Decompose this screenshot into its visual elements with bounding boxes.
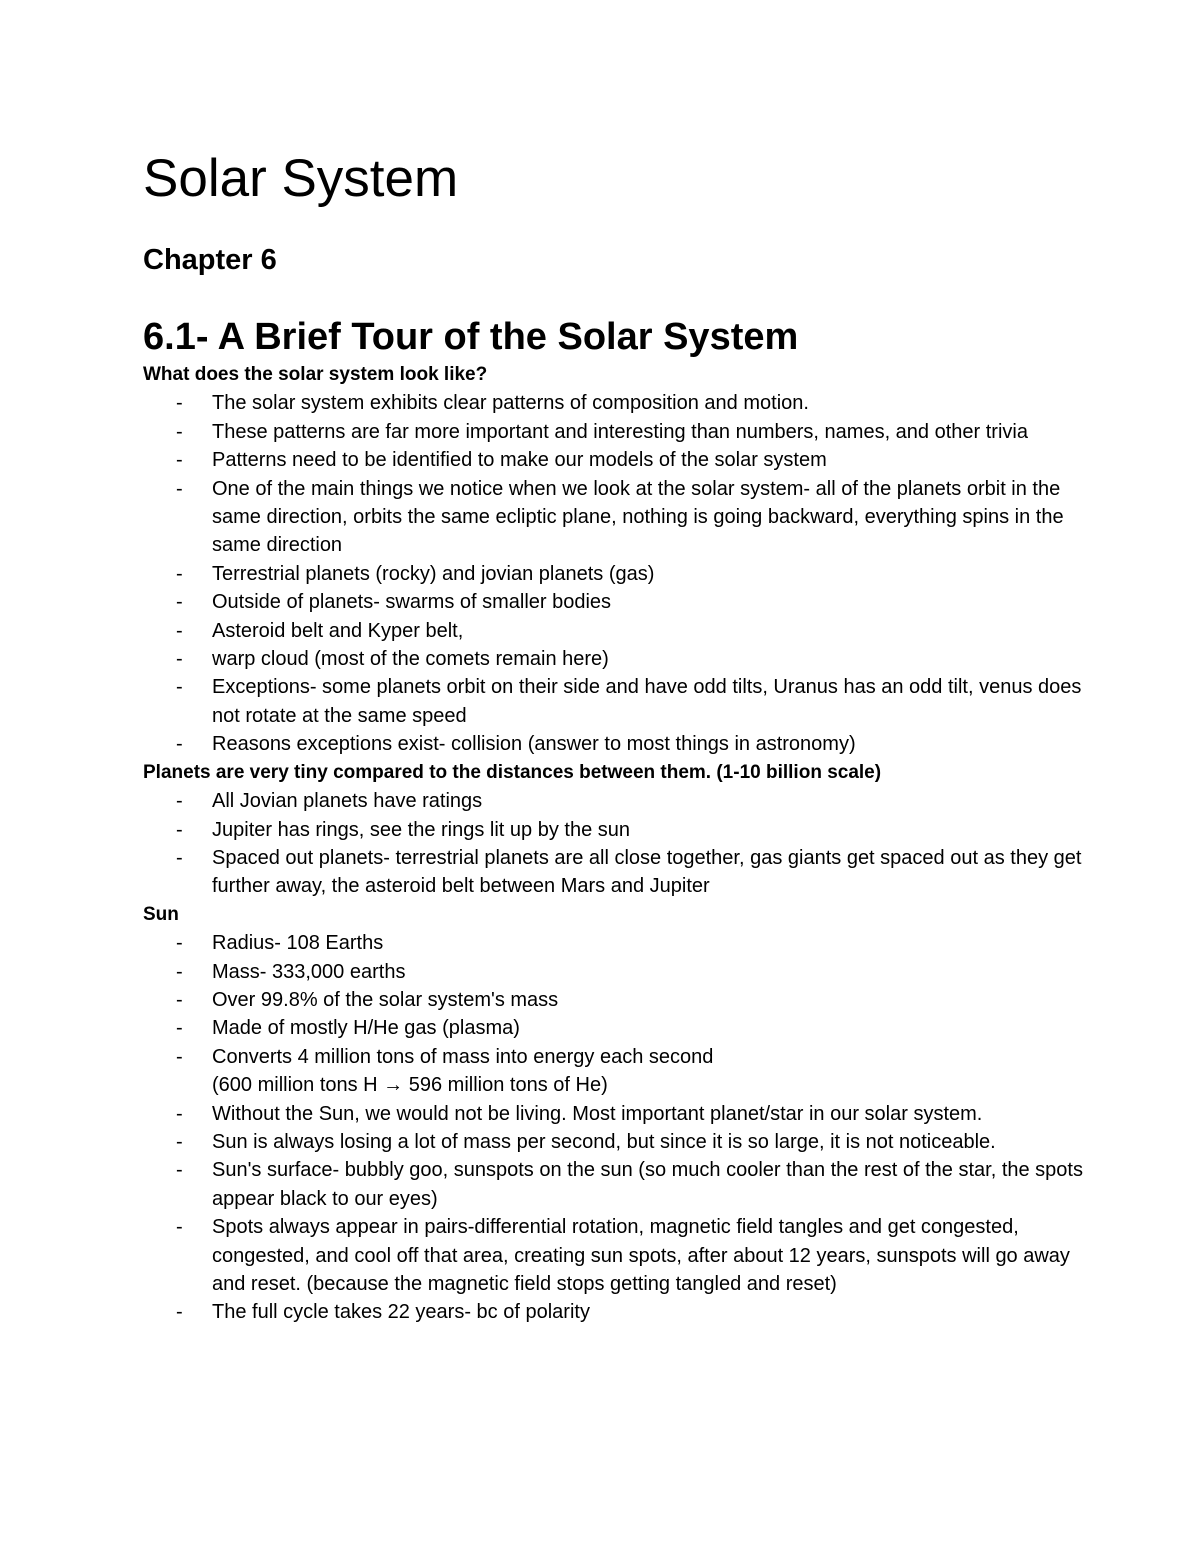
dash-marker: - bbox=[176, 591, 183, 614]
list-item bbox=[143, 1156, 1100, 1213]
list-item-text: Patterns need to be identified to make our models of the solar system bbox=[212, 449, 827, 472]
list-item bbox=[143, 588, 1100, 616]
list-item bbox=[143, 1014, 1100, 1042]
dash-marker: - bbox=[176, 1159, 183, 1182]
document-title: Solar System bbox=[143, 149, 459, 208]
list-item-text: Outside of planets- swarms of smaller bodies bbox=[212, 591, 612, 614]
dash-marker: - bbox=[176, 1017, 183, 1040]
dash-marker: - bbox=[176, 676, 183, 699]
list-item-text: Without the Sun, we would not be living. Most important planet/star in our solar system. bbox=[212, 1102, 983, 1125]
list-item bbox=[143, 418, 1100, 446]
dash-marker: - bbox=[176, 818, 183, 841]
list-item-text: Radius- 108 Earths bbox=[212, 932, 384, 955]
list-item bbox=[143, 1298, 1100, 1326]
dash-marker: - bbox=[176, 1301, 183, 1324]
list-item-text: Jupiter has rings, see the rings lit up by the sun bbox=[212, 818, 631, 841]
list-item-text: All Jovian planets have ratings bbox=[212, 790, 483, 813]
list-item-text: warp cloud (most of the comets remain here) bbox=[212, 648, 609, 671]
section-heading: 6.1- A Brief Tour of the Solar System bbox=[143, 316, 799, 358]
list-item-text: Over 99.8% of the solar system's mass bbox=[212, 988, 559, 1011]
list-item bbox=[143, 389, 1100, 417]
list-item-text: Spaced out planets- terrestrial planets are all close together, gas giants get spaced out as they get further away, the asteroid belt between Mars and Jupiter bbox=[212, 846, 1082, 898]
list-item bbox=[143, 1213, 1100, 1298]
list-item bbox=[143, 929, 1100, 957]
dash-marker: - bbox=[176, 988, 183, 1011]
dash-marker: - bbox=[176, 392, 183, 415]
group-heading: Sun bbox=[143, 903, 179, 925]
dash-marker: - bbox=[176, 1102, 183, 1125]
list-item bbox=[143, 617, 1100, 645]
list-item-text: Sun's surface- bubbly goo, sunspots on the sun (so much cooler than the rest of the star, the spots appear black to our eyes) bbox=[212, 1159, 1083, 1210]
bullet-list bbox=[143, 929, 1100, 1327]
dash-marker: - bbox=[176, 1216, 183, 1239]
dash-marker: - bbox=[176, 846, 183, 869]
dash-marker: - bbox=[176, 790, 183, 813]
list-item bbox=[143, 673, 1100, 730]
list-item-text: Asteroid belt and Kyper belt, bbox=[212, 619, 464, 642]
bullet-list bbox=[143, 389, 1100, 758]
list-item-continuation: (600 million tons H → 596 million tons of He) bbox=[212, 1074, 608, 1097]
dash-marker: - bbox=[176, 960, 183, 983]
list-item-text: These patterns are far more important and interesting than numbers, names, and other trivia bbox=[212, 420, 1028, 443]
list-item-text: One of the main things we notice when we look at the solar system- all of the planets orbit in the same direction, orbits the same ecliptic plane, nothing is going backward, everything spins in the same direction bbox=[212, 477, 1064, 557]
list-item bbox=[143, 844, 1100, 901]
list-item-text: The full cycle takes 22 years- bc of polarity bbox=[212, 1301, 590, 1324]
list-item-text: Exceptions- some planets orbit on their side and have odd tilts, Uranus has an odd tilt, venus does not rotate at the same speed bbox=[212, 676, 1082, 727]
dash-marker: - bbox=[176, 1130, 183, 1153]
list-item bbox=[143, 730, 1100, 758]
chapter-label: Chapter 6 bbox=[143, 244, 277, 276]
notes-group-planets-distances bbox=[143, 759, 1100, 901]
list-item bbox=[143, 1128, 1100, 1156]
list-item bbox=[143, 446, 1100, 474]
dash-marker: - bbox=[176, 420, 183, 443]
list-item bbox=[143, 986, 1100, 1014]
notes-group-solar-system-look bbox=[143, 361, 1100, 759]
dash-marker: - bbox=[176, 1045, 183, 1068]
list-item bbox=[143, 560, 1100, 588]
list-item bbox=[143, 787, 1100, 815]
dash-marker: - bbox=[176, 477, 183, 500]
dash-marker: - bbox=[176, 619, 183, 642]
group-heading: Planets are very tiny compared to the distances between them. (1-10 billion scale) bbox=[143, 761, 882, 783]
list-item bbox=[143, 1043, 1100, 1100]
list-item-text: Spots always appear in pairs-differential rotation, magnetic field tangles and get congested, congested, and cool off that area, creating sun spots, after about 12 years, sunspots will go away and reset. (because the magnetic field stops getting tangled and reset) bbox=[212, 1216, 1070, 1295]
dash-marker: - bbox=[176, 562, 183, 585]
notes-group-sun bbox=[143, 901, 1100, 1327]
list-item bbox=[143, 645, 1100, 673]
list-item-text: Sun is always losing a lot of mass per second, but since it is so large, it is not noticeable. bbox=[212, 1130, 996, 1153]
list-item-text: Terrestrial planets (rocky) and jovian planets (gas) bbox=[212, 562, 655, 585]
list-item bbox=[143, 816, 1100, 844]
list-item-text: Made of mostly H/He gas (plasma) bbox=[212, 1017, 520, 1040]
list-item bbox=[143, 475, 1100, 560]
list-item-text: Reasons exceptions exist- collision (answer to most things in astronomy) bbox=[212, 733, 856, 756]
list-item-text: Converts 4 million tons of mass into energy each second bbox=[212, 1045, 714, 1068]
dash-marker: - bbox=[176, 932, 183, 955]
list-item bbox=[143, 1100, 1100, 1128]
bullet-list bbox=[143, 787, 1100, 901]
dash-marker: - bbox=[176, 449, 183, 472]
list-item-text: The solar system exhibits clear patterns of composition and motion. bbox=[212, 392, 809, 415]
dash-marker: - bbox=[176, 648, 183, 671]
list-item bbox=[143, 958, 1100, 986]
list-item-text: Mass- 333,000 earths bbox=[212, 960, 406, 983]
dash-marker: - bbox=[176, 733, 183, 756]
group-heading: What does the solar system look like? bbox=[143, 364, 488, 385]
